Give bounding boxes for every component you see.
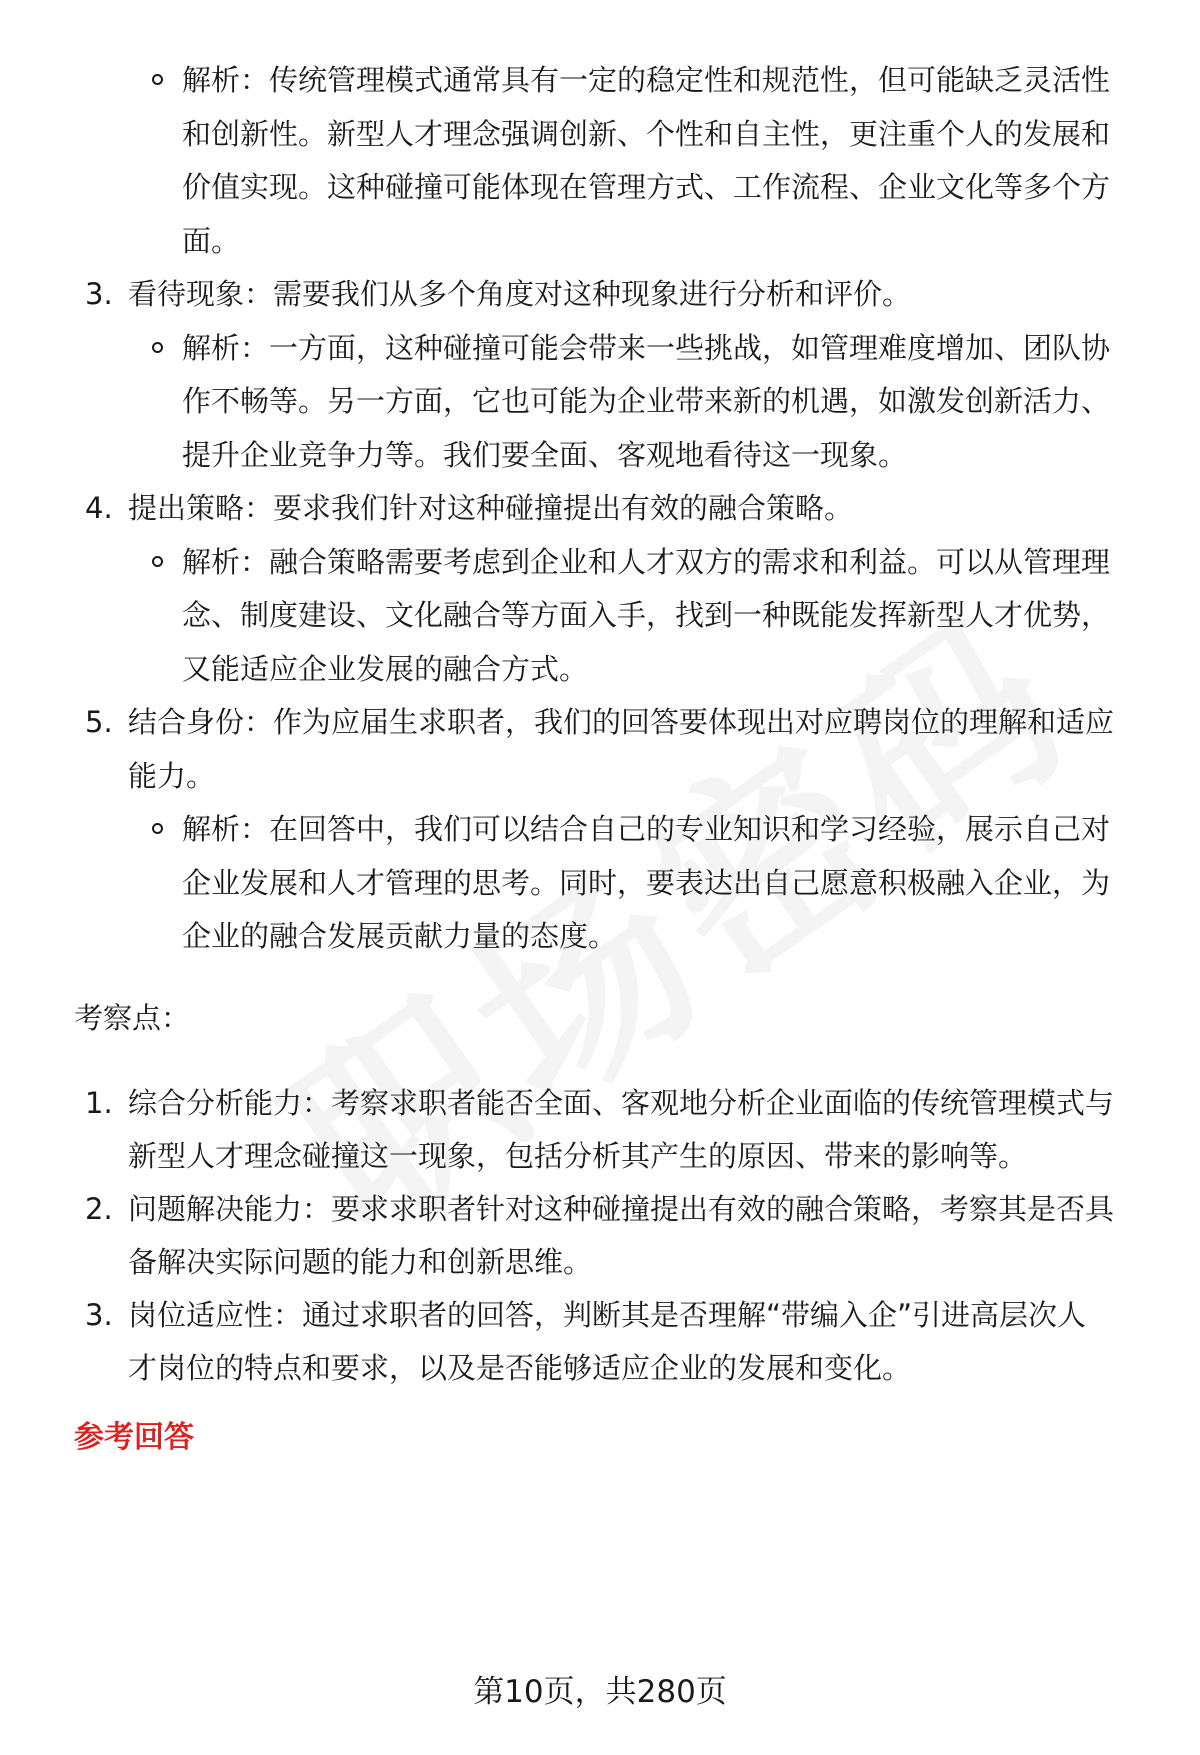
sub-bullet-icon (152, 342, 163, 353)
sub-point-text: 企业发展和人才管理的思考。同时，要表达出自己愿意积极融入企业，为 (182, 865, 1111, 900)
sub-point-text: 解析：融合策略需要考虑到企业和人才双方的需求和利益。可以从管理理 (182, 544, 1111, 579)
sub-point-text: 解析：传统管理模式通常具有一定的稳定性和规范性，但可能缺乏灵活性 (182, 63, 1111, 97)
sub-bullet-icon (152, 74, 163, 85)
exam-point-text: 备解决实际问题的能力和创新思维。 (128, 1245, 593, 1279)
exam-point-number: 3. (85, 1298, 113, 1332)
exam-points-label: 考察点： (74, 1001, 191, 1035)
list-item-text: 能力。 (128, 758, 216, 793)
exam-point-number: 1. (85, 1086, 113, 1120)
list-item-text: 看待现象：需要我们从多个角度对这种现象进行分析和评价。 (128, 277, 912, 311)
exam-point-text: 岗位适应性：通过求职者的回答，判断其是否理解“带编入企”引进高层次人 (128, 1298, 1087, 1332)
list-number: 5. (85, 705, 113, 739)
sub-point-text: 价值实现。这种碰撞可能体现在管理方式、工作流程、企业文化等多个方 (182, 170, 1111, 204)
sub-point-text: 企业的融合发展贡献力量的态度。 (182, 919, 618, 953)
sub-bullet-icon (152, 556, 163, 567)
sub-point-text: 又能适应企业发展的融合方式。 (182, 651, 589, 686)
sub-bullet-icon (152, 823, 163, 834)
sub-point-text: 和创新性。新型人才理念强调创新、个性和自主性，更注重个人的发展和 (182, 116, 1111, 151)
exam-point-text: 综合分析能力：考察求职者能否全面、客观地分析企业面临的传统管理模式与 (128, 1086, 1115, 1120)
sub-point-text: 面。 (182, 223, 241, 258)
page-footer: 第10页，共280页 (473, 1674, 727, 1710)
list-number: 3. (85, 277, 113, 311)
exam-point-number: 2. (85, 1192, 113, 1226)
exam-point-text: 新型人才理念碰撞这一现象，包括分析其产生的原因、带来的影响等。 (128, 1139, 1028, 1173)
exam-point-text: 才岗位的特点和要求，以及是否能够适应企业的发展和变化。 (128, 1351, 912, 1385)
list-item-text: 结合身份：作为应届生求职者，我们的回答要体现出对应聘岗位的理解和适应 (128, 705, 1115, 739)
sub-point-text: 解析：在回答中，我们可以结合自己的专业知识和学习经验，展示自己对 (182, 812, 1111, 846)
sub-point-text: 作不畅等。另一方面，它也可能为企业带来新的机遇，如激发创新活力、 (182, 384, 1111, 418)
list-number: 4. (85, 491, 113, 525)
exam-point-text: 问题解决能力：要求求职者针对这种碰撞提出有效的融合策略，考察其是否具 (128, 1192, 1115, 1226)
list-item-text: 提出策略：要求我们针对这种碰撞提出有效的融合策略。 (128, 491, 854, 525)
sub-point-text: 解析：一方面，这种碰撞可能会带来一些挑战，如管理难度增加、团队协 (182, 330, 1111, 365)
reference-answer-title: 参考回答 (74, 1420, 194, 1455)
sub-point-text: 提升企业竞争力等。我们要全面、客观地看待这一现象。 (182, 437, 908, 472)
sub-point-text: 念、制度建设、文化融合等方面入手，找到一种既能发挥新型人才优势， (182, 598, 1111, 632)
